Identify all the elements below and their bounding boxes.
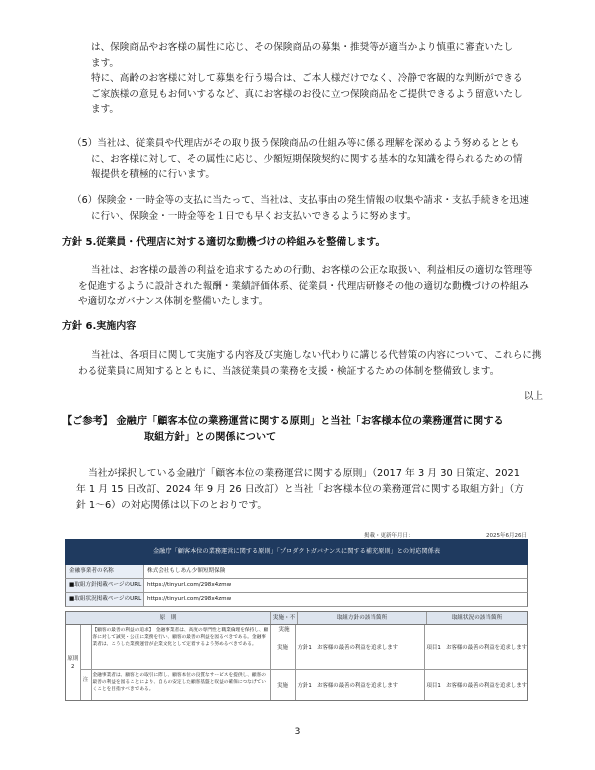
- reference-line: 年 1 月 15 日改訂、2024 年 9 月 26 日改訂）と当社「お客様本位の業務運営に関する取組方針」（方: [76, 484, 524, 495]
- company-value: 株式会社もしあん少額短期保険: [147, 568, 226, 574]
- row-implementation: 実施: [271, 625, 296, 669]
- intro-line: ます。: [91, 104, 120, 115]
- table-header: [65, 611, 528, 633]
- header-implementation: 実施・不実施: [271, 612, 298, 624]
- principle-group-label: 原則2: [66, 625, 81, 700]
- policy-5-line: を促進するように設計された報酬・業績評価体系、従業員・代理店研修その他の適切な動機づけの枠組み: [78, 280, 529, 292]
- intro-line: ご家族様の意見もお伺いするなど、真にお客様のお役に立つ保険商品をご提供できるよう留意いたし: [91, 88, 523, 100]
- intro-line: ます。: [91, 57, 120, 69]
- row-sub-label: [81, 625, 92, 669]
- intro-line: は、保険商品やお客様の属性に応じ、その保険商品の募集・推奨等が適当かより慎重に審査いたし: [91, 42, 514, 53]
- reference-heading-line: 取組方針」との関係について: [144, 432, 277, 443]
- status-url-row: [65, 593, 528, 607]
- row-policy-location: 方針1 お客様の最善の利益を追求します: [296, 670, 425, 700]
- table-title: 金融庁「顧客本位の業務運営に関する原則」「プロダクトガバナンスに関する補充原則」との対応関係表: [65, 539, 528, 565]
- table-row: [81, 625, 527, 670]
- policy-url-link[interactable]: https://tinyurl.com/298x4zmw: [147, 582, 232, 588]
- correspondence-table: [65, 539, 528, 701]
- reference-heading-line: 【ご参考】 金融庁「顧客本位の業務運営に関する原則」と当社「お客様本位の業務運営に関する: [62, 416, 504, 427]
- policy-5-body: [78, 263, 533, 310]
- policy-6-line: わる従業員に周知するとともに、当該従業員の業務を支援・検証するための体制を整備致します。: [78, 365, 500, 377]
- company-row: [65, 565, 528, 579]
- policy-6-line: 当社は、各項目に関して実施する内容及び実施しない代わりに講じる代替策の内容について、これらに携: [91, 350, 542, 361]
- page-number: 3: [294, 727, 301, 737]
- status-url-link[interactable]: https://tinyurl.com/298x4zmw: [147, 596, 232, 602]
- principle-group: [65, 625, 528, 701]
- reference-line: 当社が採択している金融庁「顧客本位の業務運営に関する原則」（2017 年 3 月 30 日策定、2021: [88, 468, 520, 479]
- company-label: 金融事業者の名称: [66, 565, 144, 578]
- table-meta-date: 2025年6月26日: [486, 533, 527, 539]
- intro-line: 特に、高齢のお客様に対して募集を行う場合は、ご本人様だけでなく、冷静で客観的な判断ができる: [91, 73, 523, 84]
- item-5-line: 報提供を積極的に行います。: [91, 169, 215, 180]
- policy-5-line: 当社は、お客様の最善の利益を追求するための行動、お客様の公正な取扱い、利益相反の適切な管理等: [91, 265, 533, 276]
- item-6: [72, 193, 529, 224]
- row-sub-label: 注: [81, 670, 92, 700]
- closing-mark: 以上: [523, 391, 543, 402]
- item-6-line: （6）保険金・一時金等の支払に当たって、当社は、支払事由の発生情報の収集や請求・支払手続きを迅速: [72, 195, 529, 206]
- policy-5-line: や適切なガバナンス体制を整備いたします。: [78, 296, 269, 307]
- header-status-location: 取組状況の該当箇所: [451, 615, 503, 621]
- reference-heading: [62, 414, 504, 446]
- policy-6-heading: 方針 6.実施内容: [62, 321, 137, 332]
- item-5-line: （5）当社は、従業員や代理店がその取り扱う保険商品の仕組み等に係る理解を深めるよう努めるととも: [72, 138, 520, 149]
- table-row: [81, 670, 527, 700]
- row-principle-text: 【顧客の最善の利益の追求】 金融事業者は、高度の専門性と職業倫理を保持し、顧客に対して誠実・公正に業務を行い、顧客の最善の利益を図るべきである。金融事業者は、こうした業務運営が企業文化として定着するよう努めるべきである。: [92, 625, 271, 669]
- policy-url-label: ■取組方針掲載ページのURL: [66, 579, 144, 592]
- row-policy-location: 方針1 お客様の最善の利益を追求します: [296, 625, 425, 669]
- item-5: [72, 136, 523, 183]
- reference-line: 針 1～6）の対応関係は以下のとおりです。: [76, 500, 268, 511]
- header-policy-location: 取組方針の該当箇所: [298, 612, 427, 624]
- policy-url-row: [65, 579, 528, 593]
- reference-body: [76, 466, 524, 514]
- header-principle: 原 則: [66, 612, 271, 624]
- table-meta-label: 掲載・更新年月日：: [364, 533, 414, 539]
- row-status-location: 項目1 お客様の最善の利益を追求します: [426, 683, 527, 689]
- item-6-line: に行い、保険金・一時金等を１日でも早くお支払いできるように努めます。: [91, 210, 417, 222]
- intro-paragraph: [91, 40, 523, 118]
- policy-5-heading: 方針 5.従業員・代理店に対する適切な動機づけの枠組みを整備します。: [62, 237, 386, 248]
- policy-6-body: [78, 348, 542, 379]
- status-url-label: ■取組状況掲載ページのURL: [66, 593, 144, 606]
- item-5-line: に、お客様に対して、その属性に応じ、少額短期保険契約に関する基本的な知識を得られるための情: [91, 153, 523, 165]
- row-status-location: 項目1 お客様の最善の利益を追求します: [426, 645, 527, 651]
- row-principle-text: 金融事業者は、顧客との取引に際し、顧客本位の良質なサービスを提供し、顧客の最善の利益を図ることにより、自らの安定した顧客基盤と収益の確保につなげていくことを目指すべきである。: [92, 670, 271, 700]
- row-implementation: 実施: [271, 670, 296, 700]
